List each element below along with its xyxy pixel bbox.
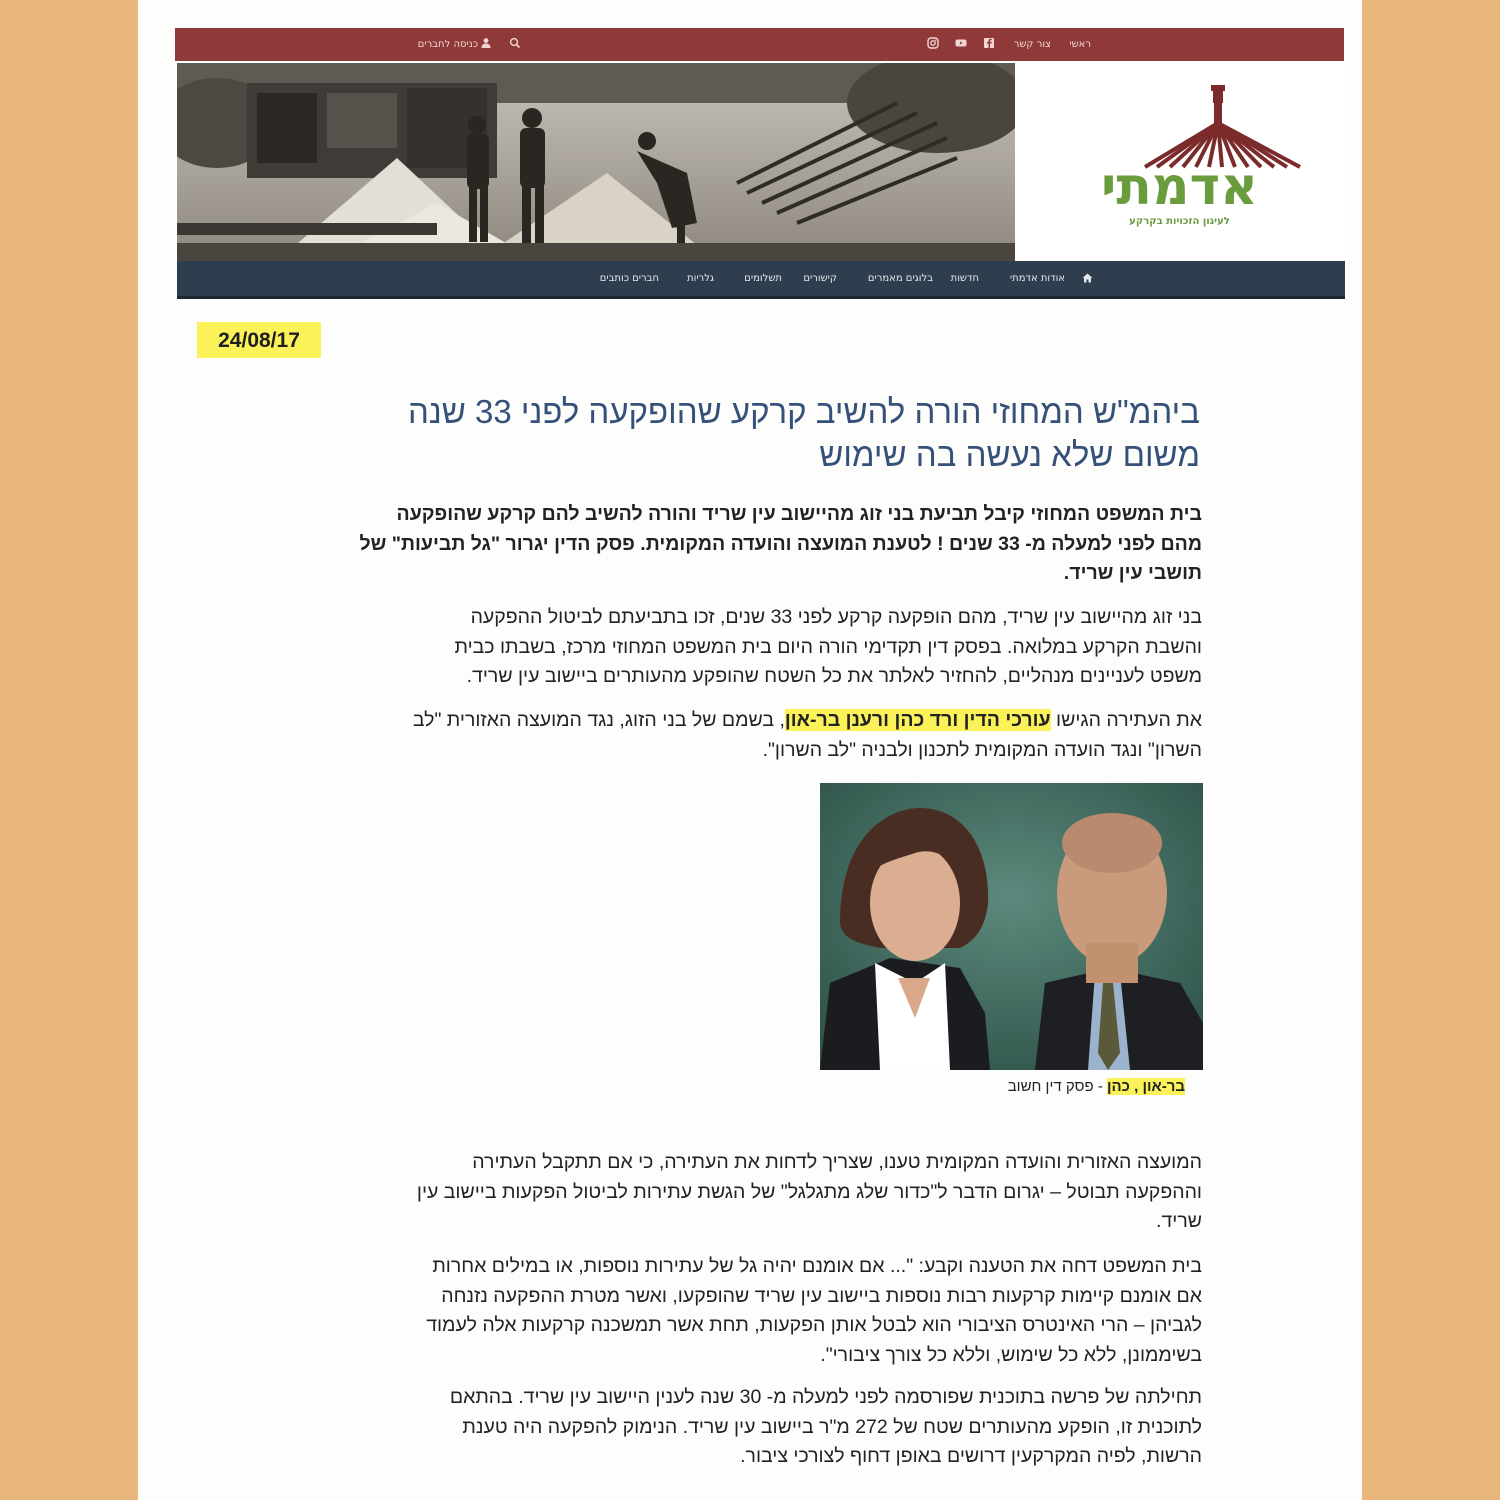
nav-item-galleries[interactable]: גלריות (687, 273, 714, 284)
nav-item-payments[interactable]: תשלומים (744, 273, 782, 284)
p3-pre: את העתירה הגישו (1050, 709, 1202, 731)
top-link-home[interactable]: ראשי (1069, 39, 1091, 50)
nav-item-blogs[interactable]: בלוגים מאמרים (867, 273, 933, 284)
paragraph-6 (323, 1383, 1202, 1472)
p5-line-2: אם אומנם קיימות קרקעות רבות נוספות ביישוב עין שריד שהופקעו, ואשר מטרת ההפקעה נזנחה (441, 1284, 1202, 1307)
p4-line-2: וההפקעה תבוטל – יגרום הדבר ל"כדור שלג מתגלגל" של הגשת עתירות לביטול הפקעות ביישוב עין (416, 1180, 1202, 1203)
search-icon[interactable] (509, 37, 521, 49)
title-line-1: ביהמ"ש המחוזי הורה להשיב קרקע שהופקעה לפני 33 שנה (407, 393, 1200, 430)
header-banner (175, 61, 1344, 261)
caption-text: - פסק דין חשוב (1007, 1078, 1107, 1095)
main-nav (177, 261, 1345, 299)
p2-line-3: משפט לעניינים מנהליים, להחזיר לאלתר את כל השטח שהופקע מהעותרים ביישוב עין שריד. (466, 665, 1202, 687)
lawyers-photo (820, 783, 1203, 1070)
nav-item-news[interactable]: חדשות (950, 273, 979, 284)
site-logo[interactable] (1015, 61, 1344, 261)
lawyers-highlight: עורכי הדין ורד כהן ורענן בר-און (784, 709, 1051, 731)
paragraph-5 (323, 1252, 1202, 1370)
article-date: 24/08/17 (197, 322, 321, 358)
nav-item-writers[interactable]: חברים כותבים (599, 273, 659, 284)
top-link-contact[interactable]: צור קשר (1013, 39, 1051, 50)
p5-line-1: בית המשפט דחה את הטענה וקבע: "... אם אומנם יהיה גל של עתירות נוספות, או במילים אחרות (432, 1255, 1202, 1277)
paragraph-4 (323, 1148, 1202, 1237)
nav-item-about[interactable]: אודות אדמתי (1009, 273, 1065, 284)
facebook-icon[interactable] (983, 37, 995, 49)
home-icon[interactable] (1082, 273, 1093, 286)
p1-line-2: מהם לפני למעלה מ- 33 שנים ! לטענת המועצה והועדה המקומית. פסק הדין יגרור "גל תביעות" של (359, 532, 1202, 555)
scanned-page (138, 0, 1362, 1500)
p1-line-1: בית המשפט המחוזי קיבל תביעת בני זוג מהיישוב עין שריד והורה להשיב להם קרקע שהופקעה (396, 503, 1202, 525)
caption-names: בר-און , כהן (1107, 1078, 1185, 1095)
logo-name: אדמתי (1101, 157, 1258, 217)
title-line-2: משום שלא נעשה בה שימוש (819, 436, 1200, 473)
p6-line-3: הרשות, לפיה המקרקעין דרושים באופן דחוף לצורכי ציבור. (740, 1445, 1202, 1467)
p2-line-1: בני זוג מהיישוב עין שריד, מהם הופקעה קרקע לפני 33 שנים, זכו בתביעתם לביטול ההפקעה (470, 606, 1202, 628)
p6-line-2: לתוכנית זו, הופקע מהעותרים שטח של 272 מ"ר ביישוב עין שריד. הנימוק להפקעה היה טענת (462, 1415, 1202, 1438)
youtube-icon[interactable] (955, 37, 967, 49)
paragraph-1 (323, 500, 1202, 589)
p6-line-1: תחילתה של פרשה בתוכנית שפורסמה לפני למעלה מ- 30 שנה לענין היישוב עין שריד. בהתאם (449, 1386, 1202, 1408)
photo-caption (820, 1078, 1185, 1095)
logo-tagline: לעיגון הזכויות בקרקע (1129, 216, 1230, 227)
p2-line-2: והשבת הקרקע במלואה. בפסק דין תקדימי הורה היום בית המשפט המחוזי מרכז, בשבתו כבית (454, 635, 1202, 658)
user-icon[interactable] (480, 37, 492, 49)
paragraph-2 (323, 603, 1202, 692)
top-bar (175, 28, 1344, 61)
p4-line-1: המועצה האזורית והועדה המקומית טענו, שצריך לדחות את העתירה, כי אם תתקבל העתירה (472, 1151, 1202, 1173)
p1-line-3: תושבי עין שריד. (1063, 562, 1202, 584)
p3-post: , בשמם של בני הזוג, נגד המועצה האזורית "לב (412, 709, 785, 731)
instagram-icon[interactable] (927, 37, 939, 49)
p4-line-3: שריד. (1156, 1210, 1202, 1232)
header-photo-workers (177, 63, 1015, 261)
paragraph-3 (323, 706, 1202, 765)
p5-line-4: בשיממונן, ללא כל שימוש, וללא כל צורך ציבורי". (820, 1343, 1202, 1366)
article-title (328, 390, 1200, 476)
p3-line-2: השרון" ונגד הועדה המקומית לתכנון ולבניה "לב השרון". (762, 738, 1202, 761)
login-link[interactable]: כניסה לחברים (417, 39, 478, 50)
p5-line-3: לגביהן – הרי האינטרס הציבורי הוא לבטל אותן הפקעות, תחת אשר תמשכנה קרקעות אלה לעמוד (426, 1314, 1202, 1336)
nav-item-links[interactable]: קישורים (803, 273, 837, 284)
p3-line-1 (323, 706, 1202, 736)
